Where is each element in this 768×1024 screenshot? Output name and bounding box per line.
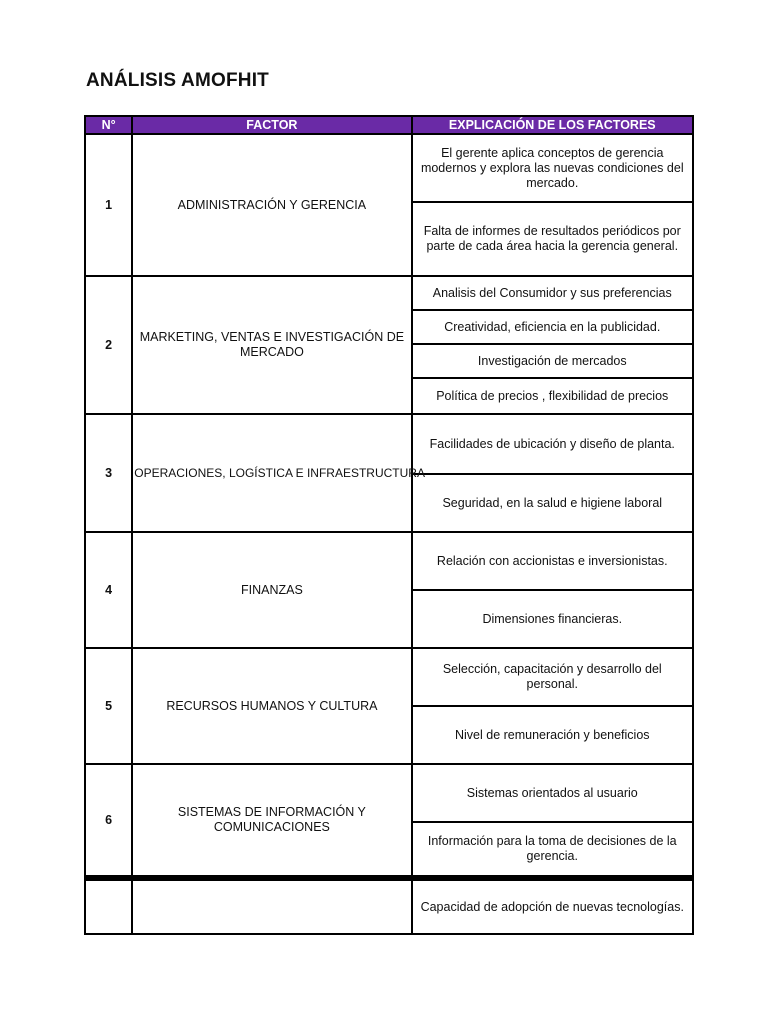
factor-explanation: Sistemas orientados al usuario xyxy=(412,764,693,822)
table-row xyxy=(85,276,693,310)
factor-explanation: Dimensiones financieras. xyxy=(412,590,693,648)
factor-name: MARKETING, VENTAS E INVESTIGACIÓN DE MERCADO xyxy=(132,276,411,414)
factor-explanation: Información para la toma de decisiones de la gerencia. xyxy=(412,822,693,878)
factor-name: ADMINISTRACIÓN Y GERENCIA xyxy=(132,134,411,276)
factor-number: 1 xyxy=(85,134,132,276)
factor-explanation: Falta de informes de resultados periódicos por parte de cada área hacia la gerencia general. xyxy=(412,202,693,276)
factor-explanation: Facilidades de ubicación y diseño de planta. xyxy=(412,414,693,474)
table-row xyxy=(85,414,693,474)
header-no: N° xyxy=(85,116,132,134)
factor-name: RECURSOS HUMANOS Y CULTURA xyxy=(132,648,411,764)
table-row xyxy=(85,878,693,934)
table-row xyxy=(85,532,693,590)
amofhit-table xyxy=(84,115,694,935)
factor-name: OPERACIONES, LOGÍSTICA E INFRAESTRUCTURA xyxy=(132,414,411,532)
factor-name: FINANZAS xyxy=(132,532,411,648)
factor-name: SISTEMAS DE INFORMACIÓN Y COMUNICACIONES xyxy=(132,764,411,878)
factor-number xyxy=(85,878,132,934)
factor-explanation: Política de precios , flexibilidad de precios xyxy=(412,378,693,414)
factor-number: 5 xyxy=(85,648,132,764)
factor-explanation: Selección, capacitación y desarrollo del personal. xyxy=(412,648,693,706)
table-header-row xyxy=(85,116,693,134)
table-row xyxy=(85,134,693,202)
factor-explanation: Nivel de remuneración y beneficios xyxy=(412,706,693,764)
factor-name xyxy=(132,878,411,934)
table-row xyxy=(85,648,693,706)
table-row xyxy=(85,764,693,822)
factor-number: 6 xyxy=(85,764,132,878)
factor-explanation: Creatividad, eficiencia en la publicidad. xyxy=(412,310,693,344)
factor-explanation: Seguridad, en la salud e higiene laboral xyxy=(412,474,693,532)
factor-explanation: El gerente aplica conceptos de gerencia modernos y explora las nuevas condiciones del mercado. xyxy=(412,134,693,202)
header-explanation: EXPLICACIÓN DE LOS FACTORES xyxy=(412,116,693,134)
factor-number: 2 xyxy=(85,276,132,414)
header-factor: FACTOR xyxy=(132,116,411,134)
factor-explanation: Investigación de mercados xyxy=(412,344,693,378)
factor-explanation: Capacidad de adopción de nuevas tecnologías. xyxy=(412,878,693,934)
factor-number: 4 xyxy=(85,532,132,648)
factor-explanation: Relación con accionistas e inversionistas. xyxy=(412,532,693,590)
factor-explanation: Analisis del Consumidor y sus preferencias xyxy=(412,276,693,310)
factor-number: 3 xyxy=(85,414,132,532)
page-title: ANÁLISIS AMOFHIT xyxy=(86,70,269,91)
